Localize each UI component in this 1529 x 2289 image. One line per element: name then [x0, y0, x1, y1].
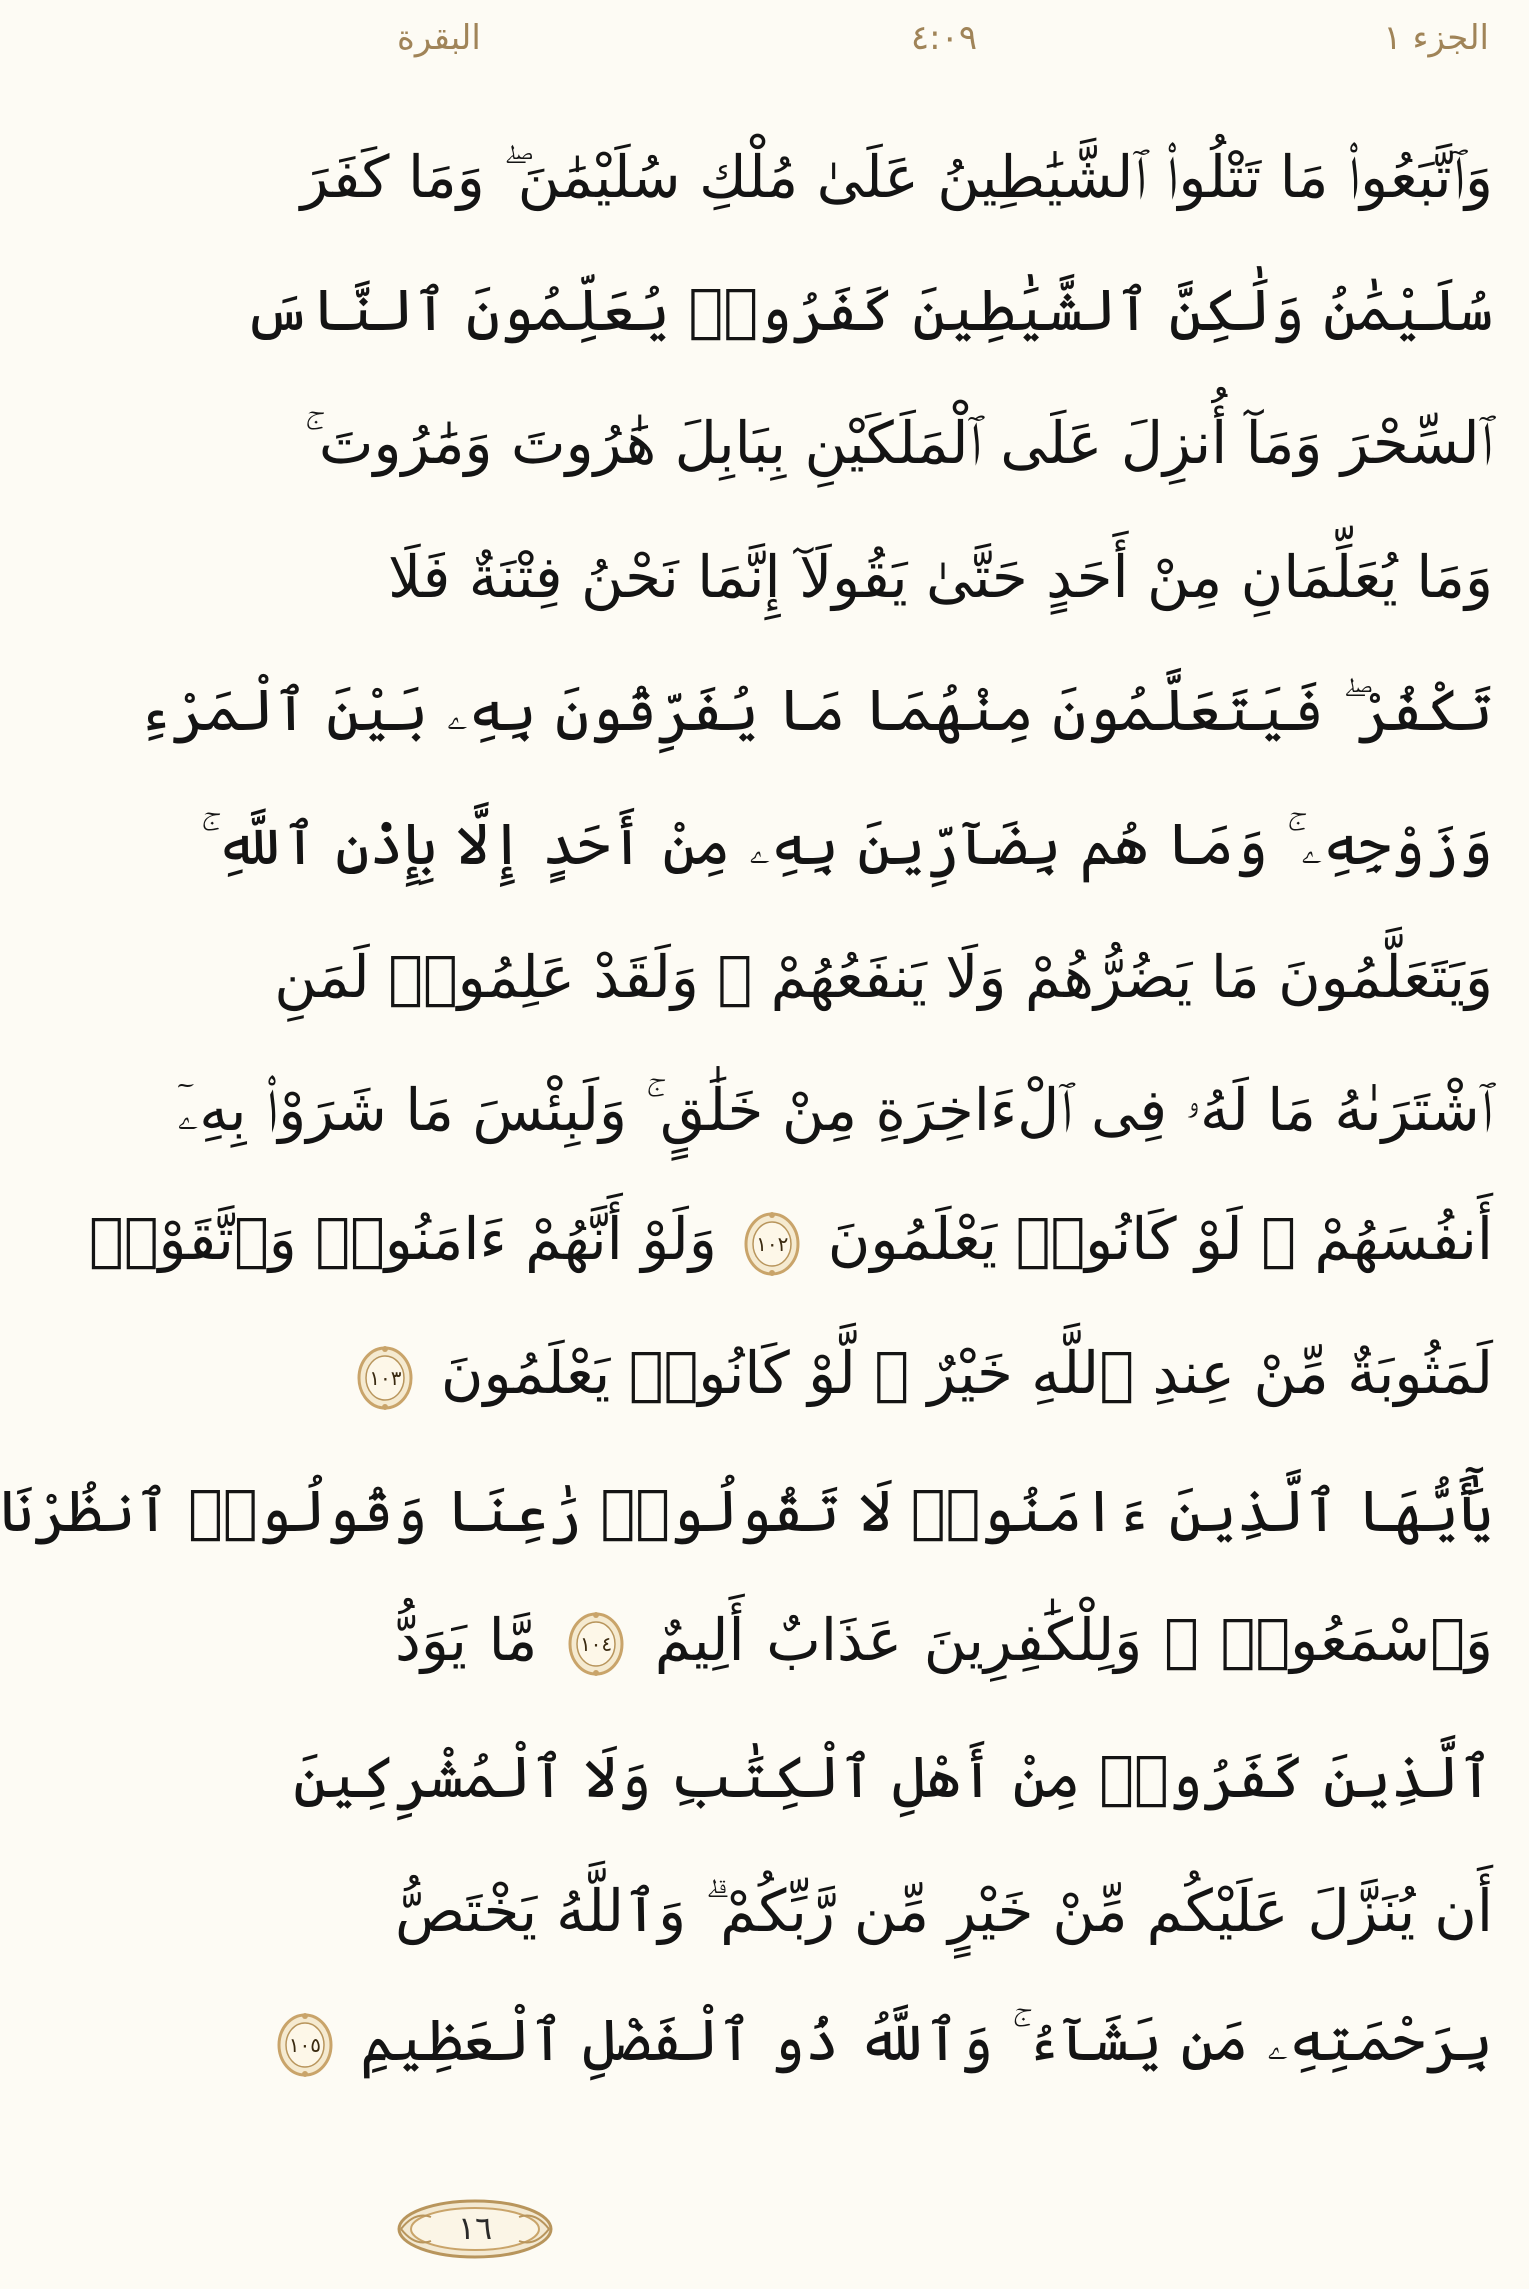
verse-text: أَنفُسَهُمْ ۚ لَوْ كَانُوا۟ يَعْلَمُونَ	[827, 1205, 1493, 1274]
verse-line[interactable]	[200, 777, 1493, 910]
ayah-number-marker[interactable]	[743, 1211, 801, 1277]
ayah-number: ١٠٣	[369, 1365, 402, 1390]
verse-text: مَّا يَوَدُّ	[395, 1605, 538, 1674]
verse-line[interactable]	[88, 1177, 1493, 1310]
verse-line[interactable]	[304, 377, 1493, 510]
verse-text: وَمَا يُعَلِّمَانِ مِنْ أَحَدٍ حَتَّىٰ يَقُولَآ إِنَّمَا نَحْنُ فِتْنَةٌ فَلَا	[387, 542, 1493, 611]
verse-line-text	[243, 276, 1493, 345]
verse-text: ٱلسِّحْرَ وَمَآ أُنزِلَ عَلَى ٱلْمَلَكَيْنِ بِبَابِلَ هَٰرُوتَ وَمَٰرُوتَ ۚ	[304, 409, 1493, 478]
verse-text: بِرَحْمَتِهِۦ مَن يَشَآءُ ۚ وَٱللَّهُ ذُو ٱلْفَضْلِ ٱلْعَظِيمِ	[360, 2005, 1493, 2074]
verse-line-text	[0, 1476, 1493, 1545]
ayah-number: ١٠٢	[756, 1232, 789, 1257]
verse-line[interactable]	[137, 644, 1493, 777]
verse-text: لَمَثُوبَةٌ مِّنْ عِندِ ٱللَّهِ خَيْرٌ ۖ لَّوْ كَانُوا۟ يَعْلَمُونَ	[440, 1338, 1493, 1407]
ayah-number-marker[interactable]	[567, 1611, 625, 1677]
verse-text: وَٱسْمَعُوا۟ ۗ وَلِلْكَٰفِرِينَ عَذَابٌ أَلِيمٌ	[654, 1605, 1493, 1674]
verse-text: وَٱتَّبَعُوا۟ مَا تَتْلُوا۟ ٱلشَّيَٰطِينُ عَلَىٰ مُلْكِ سُلَيْمَٰنَ ۖ وَمَا كَفَرَ	[300, 142, 1493, 211]
juz-label[interactable]: الجزء ١	[1383, 18, 1489, 58]
verse-line[interactable]	[274, 910, 1493, 1043]
verse-text: سُلَيْمَٰنُ وَلَٰكِنَّ ٱلشَّيَٰطِينَ كَفَرُوا۟ يُعَلِّمُونَ ٱلنَّاسَ	[243, 276, 1493, 345]
verse-line[interactable]	[293, 1711, 1493, 1844]
verse-line-text	[293, 1743, 1493, 1812]
verse-line-text	[369, 1338, 1493, 1411]
verse-line-text	[274, 943, 1493, 1012]
verse-line-text	[395, 1605, 1493, 1678]
verse-line[interactable]	[177, 1044, 1493, 1177]
verse-line[interactable]	[369, 1311, 1493, 1444]
ayah-number: ١٠٥	[288, 2032, 321, 2057]
verse-text: أَن يُنَزَّلَ عَلَيْكُم مِّنْ خَيْرٍ مِّن رَّبِّكُمْ ۗ وَٱللَّهُ يَخْتَصُّ	[395, 1876, 1493, 1945]
verse-text: وَزَوْجِهِۦ ۚ وَمَا هُم بِضَآرِّينَ بِهِۦ مِنْ أَحَدٍ إِلَّا بِإِذْنِ ٱللَّهِ ۚ	[200, 809, 1493, 878]
verse-line-text	[300, 142, 1493, 211]
ayah-number-marker[interactable]	[356, 1345, 414, 1411]
verse-line-text	[288, 2005, 1493, 2078]
page-number: ١٦	[457, 2209, 493, 2247]
verse-line[interactable]	[387, 510, 1493, 643]
verse-line-text	[304, 409, 1493, 478]
verse-line-text	[137, 676, 1493, 745]
verse-text: وَيَتَعَلَّمُونَ مَا يَضُرُّهُمْ وَلَا يَنفَعُهُمْ ۚ وَلَقَدْ عَلِمُوا۟ لَمَنِ	[274, 943, 1493, 1012]
ayah-number-marker[interactable]	[276, 2012, 334, 2078]
verse-text: تَكْفُرْ ۖ فَيَتَعَلَّمُونَ مِنْهُمَا مَا يُفَرِّقُونَ بِهِۦ بَيْنَ ٱلْمَرْءِ	[137, 676, 1493, 745]
verse-line-text	[177, 1076, 1493, 1145]
verse-line-text	[200, 809, 1493, 878]
page-number-badge[interactable]	[395, 2197, 555, 2261]
verse-line[interactable]	[395, 1577, 1493, 1710]
verse-text: وَلَوْ أَنَّهُمْ ءَامَنُوا۟ وَٱتَّقَوْا۟	[88, 1205, 717, 1274]
verse-line[interactable]	[395, 1844, 1493, 1977]
verse-line-text	[395, 1876, 1493, 1945]
page-header	[359, 0, 1529, 90]
ayah-number: ١٠٤	[579, 1632, 613, 1657]
verse-line[interactable]	[300, 110, 1493, 243]
verse-line[interactable]	[288, 1977, 1493, 2110]
verse-text: ٱلَّذِينَ كَفَرُوا۟ مِنْ أَهْلِ ٱلْكِتَٰبِ وَلَا ٱلْمُشْرِكِينَ	[293, 1743, 1493, 1812]
verse-line[interactable]	[0, 1444, 1493, 1577]
status-time: ٤:٠٩	[910, 18, 978, 58]
mushaf-page	[0, 110, 1493, 2111]
verse-line[interactable]	[243, 243, 1493, 376]
surah-name[interactable]: البقرة	[397, 18, 481, 58]
verse-text: ٱشْتَرَىٰهُ مَا لَهُۥ فِى ٱلْءَاخِرَةِ مِنْ خَلَٰقٍ ۚ وَلَبِئْسَ مَا شَرَوْا۟ بِهِۦٓ	[177, 1076, 1493, 1145]
verse-line-text	[387, 542, 1493, 611]
verse-text: يَٰٓأَيُّهَا ٱلَّذِينَ ءَامَنُوا۟ لَا تَقُولُوا۟ رَٰعِنَا وَقُولُوا۟ ٱنظُرْنَا	[0, 1476, 1493, 1545]
verse-line-text	[88, 1205, 1493, 1277]
